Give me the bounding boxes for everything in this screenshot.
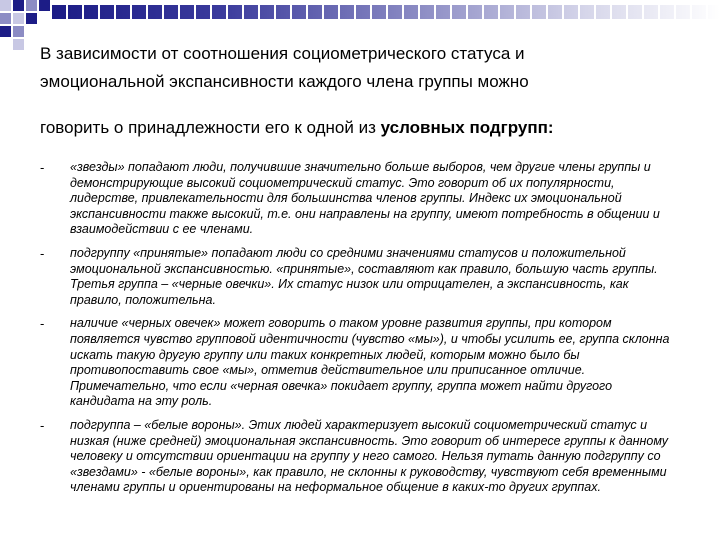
bar-separator [98,5,100,19]
subgroup-list [40,160,680,504]
bar-separator [66,5,68,19]
bar-separator [482,5,484,19]
bar-separator [258,5,260,19]
bar-separator [658,5,660,19]
bar-separator [274,5,276,19]
bar-separator [370,5,372,19]
bar-separator [610,5,612,19]
heading-line-3-text: говорить о принадлежности его к одной из [40,118,381,137]
list-item [40,160,680,238]
bar-separator [578,5,580,19]
bar-separator [354,5,356,19]
bar-separator [146,5,148,19]
heading-line-2: эмоциональной экспансивности каждого члена группы можно [40,72,529,91]
bar-separator [306,5,308,19]
bar-separator [322,5,324,19]
heading-emphasis: условных подгрупп: [380,118,554,137]
bar-separator [242,5,244,19]
heading-line-3 [40,114,690,142]
list-bullet: - [40,160,45,175]
list-bullet: - [40,245,45,261]
top-gradient-bar [52,5,720,19]
bar-separator [562,5,564,19]
heading-line-1: В зависимости от соотношения социометрического статуса и [40,44,525,63]
bar-separator [594,5,596,19]
bar-separator [498,5,500,19]
bar-separator [290,5,292,19]
bar-separator [642,5,644,19]
bar-separator [162,5,164,19]
bar-separator [690,5,692,19]
bar-separator [706,5,708,19]
bar-separator [178,5,180,19]
bar-separator [386,5,388,19]
bar-separator [450,5,452,19]
bar-separator [530,5,532,19]
bar-separator [434,5,436,19]
bar-separator [402,5,404,19]
bar-separator [466,5,468,19]
bar-separator [338,5,340,19]
list-bullet: - [40,316,45,332]
bar-separator [226,5,228,19]
bar-separator [194,5,196,19]
bar-separator [674,5,676,19]
bar-separator [418,5,420,19]
bar-separator [514,5,516,19]
bar-separator [210,5,212,19]
bar-separator [546,5,548,19]
list-item-text: наличие «черных овечек» может говорить о таком уровне развития группы, при котором появляется чувство групповой идентичности (чувство «мы»), и чтобы усилить ее, группа склонна искать такую другую группу или таких конкретных людей, которым можно было бы противопоставить свое «мы», отметив действительное или приписанное отличие. Примечательно, что если «черная овечка» покидает группу, группа может найти другого кандидата на эту роль. [70,316,670,409]
list-item [40,316,680,410]
slide-heading [40,40,690,142]
bar-separator [626,5,628,19]
list-item-text: подгруппу «принятые» попадают люди со средними значениями статусов и положительной эмоциональной экспансивностью. «принятые», составляют как правило, большую часть группы. Третья группа – «черные овечки». Их статус низок или отрицателен, а экспансивность, как правило, положительна. [70,245,658,307]
list-bullet: - [40,417,45,433]
list-item-text: подгруппа – «белые вороны». Этих людей характеризует высокий социометрический статус и низкая (ниже средней) эмоциональная экспансивность. Это говорит об интересе группы к данному человеку и отсутствии ориентации на группу у него самого. Нельзя путать данную подгруппу со «звездами» - «белые вороны», как правило, не склонны к руководству, чувствуют себя временными членами группы и ориентированы на неформальное общение в каких-то других группах. [70,417,669,495]
list-item [40,246,680,308]
list-item [40,418,680,496]
bar-separator [82,5,84,19]
bar-separator [130,5,132,19]
list-item-text: «звезды» попадают люди, получившие значительно больше выборов, чем другие члены группы и демонстрирующие высокий социометрический статус. Это говорит об их популярности, лидерстве, привлекательности для большинства членов группы. Индекс их эмоциональной экспансивности также высокий, т.е. они направлены на группу, имеют потребность в общении и взаимодействии с ее членами. [70,160,660,237]
bar-separator [114,5,116,19]
